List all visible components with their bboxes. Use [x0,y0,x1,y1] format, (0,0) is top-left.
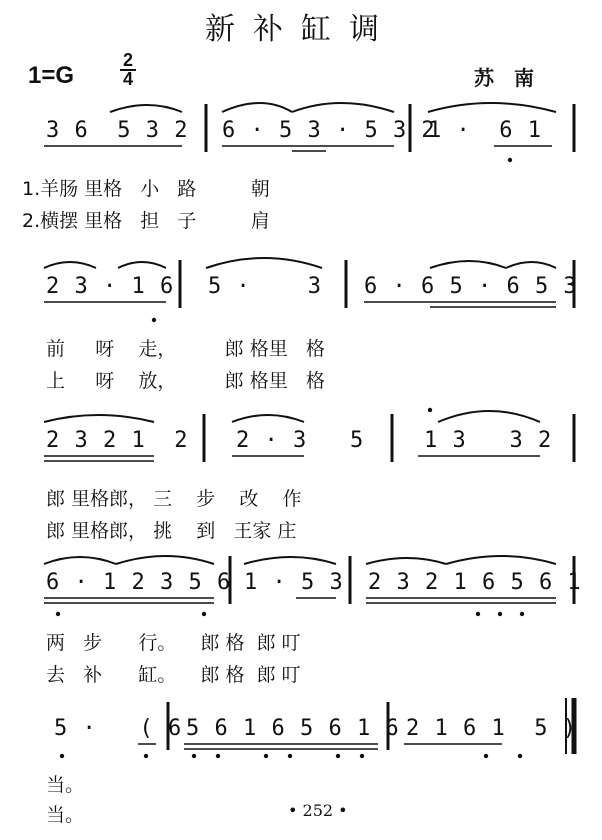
row5-measure3-notes: 2 1 6 1 5 ) [406,716,577,741]
row3-verse1-lyrics: 郎 里格郎， 三 步 改 作 [46,488,302,510]
dot [484,754,488,758]
row4-measure2-notes: 1 · 5 3 [244,570,344,595]
row3-verse2-lyrics: 郎 里格郎， 挑 到 王家 庄 [46,520,297,542]
dot [518,754,522,758]
slur [44,557,116,564]
row5-measure1-notes: 5 · ( 6 [54,716,183,741]
row1-verse1-lyrics: 1.羊肠 里格 小 路 朝 [22,178,270,200]
dot [216,754,220,758]
dot [498,612,502,616]
row1-measure2-notes: 6 · 5 3 · 5 3 2 [222,118,436,143]
row2-measure3-notes: 6 · 6 5 · 6 5 3 [364,274,578,299]
dot [520,612,524,616]
dot [360,754,364,758]
row4-verse1-lyrics: 两 步 行。 郎 格 郎 叮 [46,632,301,654]
dot [508,158,512,162]
dot [60,754,64,758]
row1-measure1-notes: 3 6 5 3 2 [46,118,189,143]
row5-verse1-lyrics: 当。 [46,774,85,796]
time-denominator: 4 [120,69,136,88]
key-signature: 1=G [28,62,75,89]
page-number: • 252 • [288,801,348,820]
dot [476,612,480,616]
time-numerator: 2 [122,50,133,70]
dot [288,754,292,758]
row3-measure1-notes: 2 3 2 1 2 [46,428,189,453]
slur [118,262,166,268]
slur [244,557,336,564]
slur [446,556,556,564]
dot [192,754,196,758]
row5-verse2-lyrics: 当。 [46,804,85,826]
dot [264,754,268,758]
song-title: 新补缸调 [205,12,397,47]
slur [430,261,506,268]
dot [56,612,60,616]
row4-measure3-notes: 2 3 2 1 6 5 6 1 [368,570,582,595]
dot [144,754,148,758]
slur [116,556,214,564]
slur [292,103,394,112]
slur [44,415,154,422]
dot [428,408,432,412]
row5-measure2-notes: 5 6 1 6 5 6 1 6 [186,716,400,741]
row3-measure2-notes: 2 · 3 5 [236,428,365,453]
row3-measure3-notes: 1 3 3 2 [424,428,553,453]
slur [366,558,446,564]
dot [336,754,340,758]
slur [438,411,540,422]
row4-verse2-lyrics: 去 补 缸。 郎 格 郎 叮 [46,664,301,686]
slur [44,262,96,268]
slur [506,262,556,268]
slur [206,258,322,268]
row1-verse2-lyrics: 2.横摆 里格 担 子 肩 [22,210,270,232]
song-origin: 苏南 [474,66,554,90]
slur [222,103,292,112]
row2-verse1-lyrics: 前 呀 走， 郎 格里 格 [46,338,325,360]
dot [202,612,206,616]
dot [152,318,156,322]
row2-verse2-lyrics: 上 呀 放， 郎 格里 格 [46,370,325,392]
row2-measure2-notes: 5 · 3 [208,274,322,299]
slur [232,415,304,422]
slur [110,105,182,112]
row1-measure3-notes: 1 · 6 1 [428,118,542,143]
slur [428,103,556,112]
row4-measure1-notes: 6 · 1 2 3 5 6 [46,570,232,595]
row2-measure1-notes: 2 3 · 1 6 [46,274,175,299]
